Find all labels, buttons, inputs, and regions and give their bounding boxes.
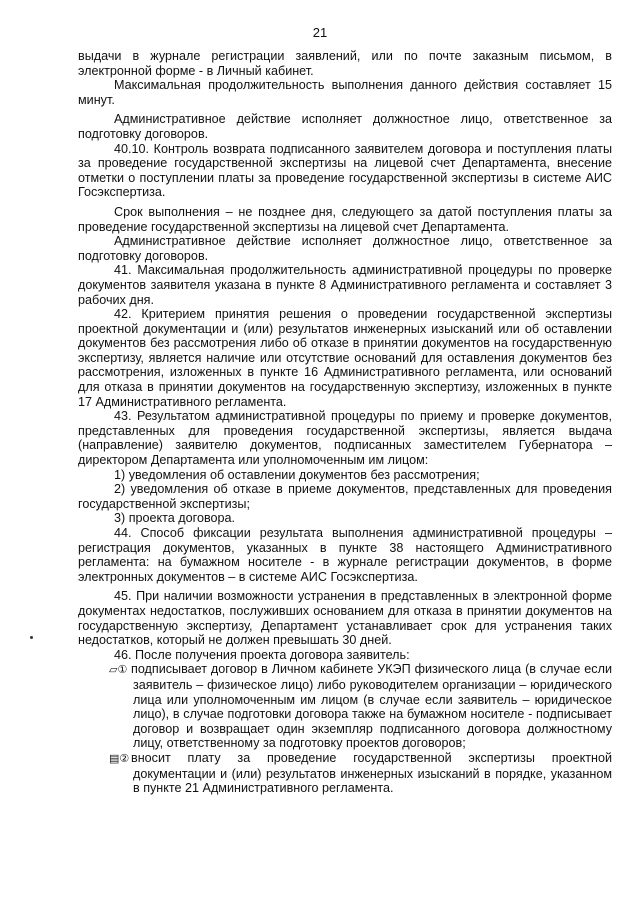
- list-item: 2) уведомления об отказе в приеме документов, представленных для проведения государственной экспертизы;: [78, 482, 612, 511]
- list-item: 1) уведомления об оставлении документов без рассмотрения;: [114, 467, 480, 482]
- paragraph: выдачи в журнале регистрации заявлений, или по почте заказным письмом, в электронной форме - в Личный кабинет.: [78, 49, 612, 78]
- scan-speck: [30, 636, 33, 639]
- bullet-text: вносит плату за проведение государственной экспертизы проектной документации и (или) результатов инженерных изысканий в порядке, указанном в пункте 21 Административного регламента.: [131, 750, 612, 796]
- paragraph: Максимальная продолжительность выполнения данного действия составляет 15 минут.: [78, 78, 612, 107]
- page-number: 21: [312, 25, 328, 40]
- paragraph: 44. Способ фиксации результата выполнения административной процедуры – регистрация документов, указанных в пункте 38 настоящего Административного регламента: на бумажном носителе - в журнале регистрации документов, в форме электронных документов – в системе АИС Госэкспертиза.: [78, 526, 612, 584]
- bullet-item: [78, 751, 612, 796]
- paragraph: 42. Критерием принятия решения о проведении государственной экспертизы проектной документации и (или) результатов инженерных изысканий или об оставлении документов без рассмотрения либо об отказе в принятии документов на государственную экспертизу, является наличие или отсутствие оснований для оставления документов без рассмотрения, изложенных в пункте 16 Административного регламента, или оснований для отказа в принятии документов на государственную экспертизу, изложенных в пункте 17 Административного регламента.: [78, 307, 612, 409]
- document-body: [78, 49, 612, 796]
- paragraph: 43. Результатом административной процедуры по приему и проверке документов, представленных для проведения государственной экспертизы, является выдача (направление) заявителю документов, подписанных заместителем Губернатора – директором Департамента или уполномоченным им лицом:: [78, 409, 612, 468]
- paragraph: Административное действие исполняет должностное лицо, ответственное за подготовку договоров.: [78, 112, 612, 141]
- paragraph: Административное действие исполняет должностное лицо, ответственное за подготовку договоров.: [78, 234, 612, 263]
- bullet-text: подписывает договор в Личном кабинете УКЭП физического лица (в случае если заявитель – физическое лицо) либо руководителем организации – юридического лица или уполномоченным им лицом (в случае если заявитель – юридическое лицо), в случае подготовки договора также на бумажном носителе - подписывает договор и возвращает один экземпляр подписанного договора должностному лицу, ответственному за подготовку проектов договоров;: [131, 662, 612, 751]
- list-item: 3) проекта договора.: [114, 511, 236, 526]
- paragraph: 45. При наличии возможности устранения в представленных в электронной форме документах недостатков, послуживших основанием для отказа в принятии документов на государственную экспертизу, Департамент устанавливает срок для устранения таких недостатков, который не должен превышать 30 дней.: [78, 589, 612, 648]
- bullet-marker-icon: ▤②: [109, 752, 130, 765]
- bullet-marker-icon: ▱①: [109, 664, 128, 677]
- paragraph: 46. После получения проекта договора заявитель:: [114, 647, 410, 662]
- bullet-item: [78, 662, 612, 751]
- paragraph: Срок выполнения – не позднее дня, следующего за датой поступления платы за проведение государственной экспертизы на лицевой счет Департамента.: [78, 204, 612, 234]
- paragraph: 40.10. Контроль возврата подписанного заявителем договора и поступления платы за проведение государственной экспертизы на лицевой счет Департамента, внесение отметки о поступлении платы за проведение государственной экспертизы в системе АИС Госэкспертиза.: [78, 141, 612, 200]
- paragraph: 41. Максимальная продолжительность административной процедуры по проверке документов заявителя указана в пункте 8 Административного регламента и составляет 3 рабочих дня.: [78, 263, 612, 307]
